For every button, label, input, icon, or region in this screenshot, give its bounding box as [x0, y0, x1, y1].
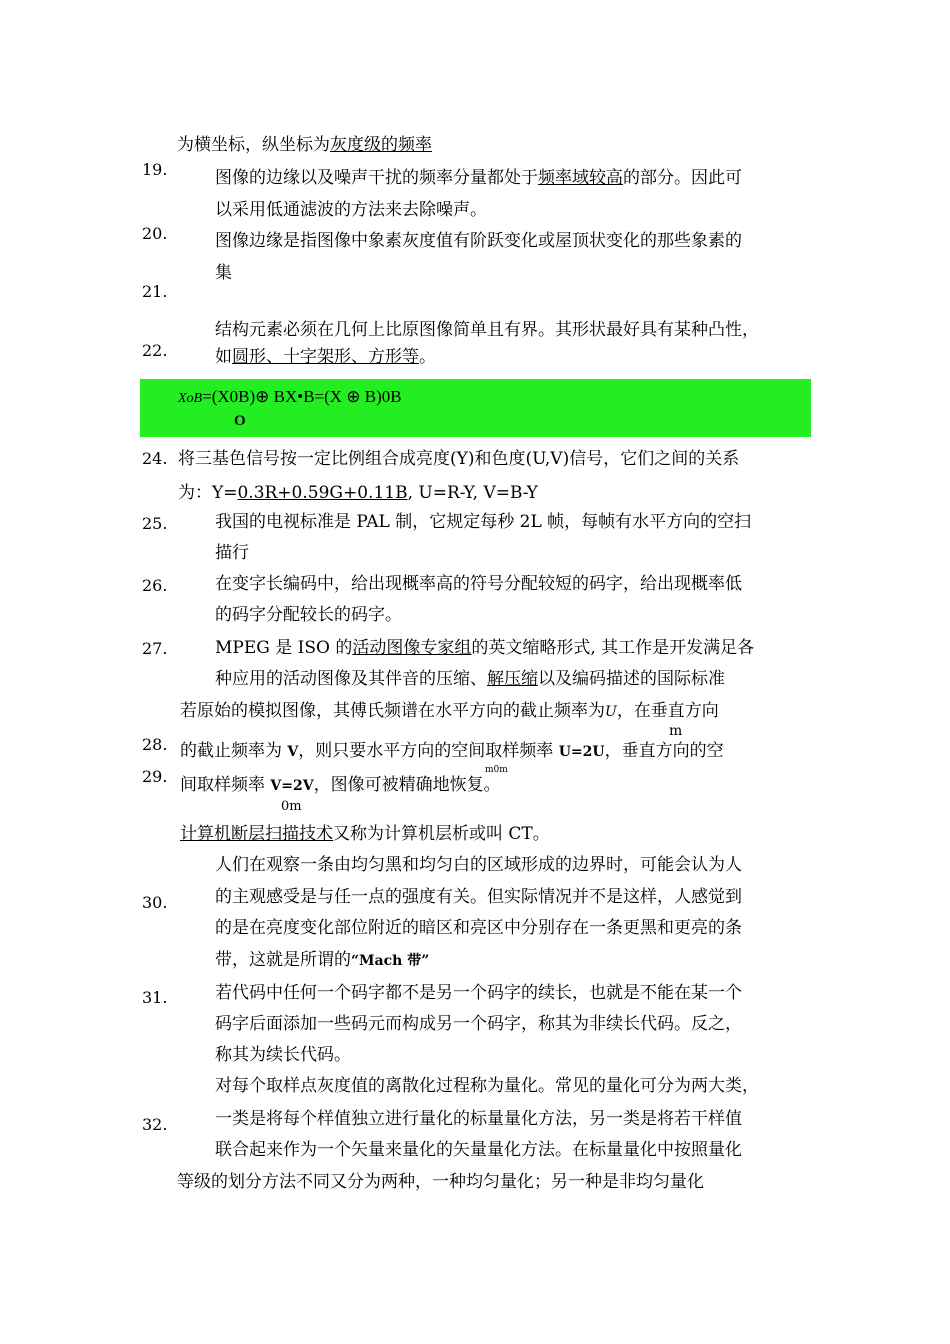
answer-18-line: 为横坐标，纵坐标为灰度级的频率 — [177, 135, 432, 155]
answer-28-line-2: 的截止频率为 V，则只要水平方向的空间取样频率 U=2U，垂直方向的空 — [180, 741, 724, 761]
answer-32-line-3: 联合起来作为一个矢量来量化的矢量量化方法。在标量量化中按照量化 — [215, 1140, 742, 1160]
item-number-25: 25. — [142, 514, 168, 533]
answer-26-line-1: 在变字长编码中，给出现概率高的符号分配较短的码字，给出现概率低 — [215, 574, 742, 594]
item-number-22: 22. — [142, 341, 168, 360]
answer-26-line-2: 的码字分配较长的码字。 — [215, 605, 402, 625]
answer-28-subscripts: m0m — [485, 765, 508, 775]
answer-23-formula: XoB=(X0B)⊕ BX•B=(X ⊕ B)0B — [178, 387, 402, 406]
answer-31-line-2: 码字后面添加一些码元而构成另一个码字，称其为非续长代码。反之， — [215, 1014, 742, 1034]
answer-31-line-1: 若代码中任何一个码字都不是另一个码字的续长，也就是不能在某一个 — [215, 983, 742, 1003]
answer-24-line-2: 为：Y=0.3R+0.59G+0.11B, U=R-Y, V=B-Y — [178, 483, 538, 503]
item-number-19: 19. — [142, 160, 168, 179]
item-number-30: 30. — [142, 893, 168, 912]
answer-25-line-2: 描行 — [215, 543, 249, 563]
item-number-20: 20. — [142, 224, 168, 243]
answer-31-line-3: 称其为续长代码。 — [215, 1045, 351, 1065]
item-number-21: 21. — [142, 282, 168, 301]
item-number-24: 24. — [142, 449, 168, 468]
answer-29-line-1: 间取样频率 V=2V，图像可被精确地恢复。 — [180, 775, 501, 795]
answer-19-line-2: 以采用低通滤波的方法来去除噪声。 — [215, 200, 487, 220]
answer-28-line-1: 若原始的模拟图像，其傅氏频谱在水平方向的截止频率为U，在垂直方向 — [180, 701, 719, 721]
answer-30-line-2: 的主观感受是与任一点的强度有关。但实际情况并不是这样，人感觉到 — [215, 887, 742, 907]
answer-24-line-1: 将三基色信号按一定比例组合成亮度(Y)和色度(U,V)信号，它们之间的关系 — [178, 449, 740, 469]
answer-20-line-2: 集 — [215, 263, 232, 283]
answer-27-line-1: MPEG 是 ISO 的活动图像专家组的英文缩略形式, 其工作是开发满足各 — [215, 638, 755, 658]
answer-27-line-2: 种应用的活动图像及其伴音的压缩、解压缩以及编码描述的国际标准 — [215, 669, 725, 689]
answer-19-line-1: 图像的边缘以及噪声干扰的频率分量都处于频率域较高的部分。因此可 — [215, 168, 742, 188]
item-number-27: 27. — [142, 639, 168, 658]
answer-30-line-3: 的是在亮度变化部位附近的暗区和亮区中分别存在一条更黑和更亮的条 — [215, 918, 742, 938]
answer-30-line-4: 带，这就是所谓的“Mach 带” — [215, 950, 430, 970]
answer-22-line-1: 结构元素必须在几何上比原图像简单且有界。其形状最好具有某种凸性， — [215, 320, 759, 340]
item-number-29: 29. — [142, 767, 168, 786]
answer-20-line-1: 图像边缘是指图像中象素灰度值有阶跃变化或屋顶状变化的那些象素的 — [215, 231, 742, 251]
answer-29-line-2: 计算机断层扫描技术又称为计算机层析或叫 CT。 — [180, 824, 550, 844]
answer-32-line-1: 对每个取样点灰度值的离散化过程称为量化。常见的量化可分为两大类， — [215, 1076, 759, 1096]
item-number-31: 31. — [142, 988, 168, 1007]
answer-23-subscript: O — [234, 413, 246, 429]
answer-29-subscript: 0m — [281, 799, 302, 814]
item-number-32: 32. — [142, 1115, 168, 1134]
answer-28-sub-m: m — [669, 723, 683, 739]
answer-25-line-1: 我国的电视标准是 PAL 制，它规定每秒 2L 帧，每帧有水平方向的空扫 — [215, 512, 752, 532]
answer-32-line-4: 等级的划分方法不同又分为两种，一种均匀量化；另一种是非均匀量化 — [177, 1172, 704, 1192]
item-number-26: 26. — [142, 576, 168, 595]
answer-30-line-1: 人们在观察一条由均匀黑和均匀白的区域形成的边界时，可能会认为人 — [215, 855, 742, 875]
answer-32-line-2: 一类是将每个样值独立进行量化的标量量化方法，另一类是将若干样值 — [215, 1109, 742, 1129]
item-number-28: 28. — [142, 735, 168, 754]
answer-22-line-2: 如圆形、十字架形、方形等。 — [215, 347, 436, 367]
